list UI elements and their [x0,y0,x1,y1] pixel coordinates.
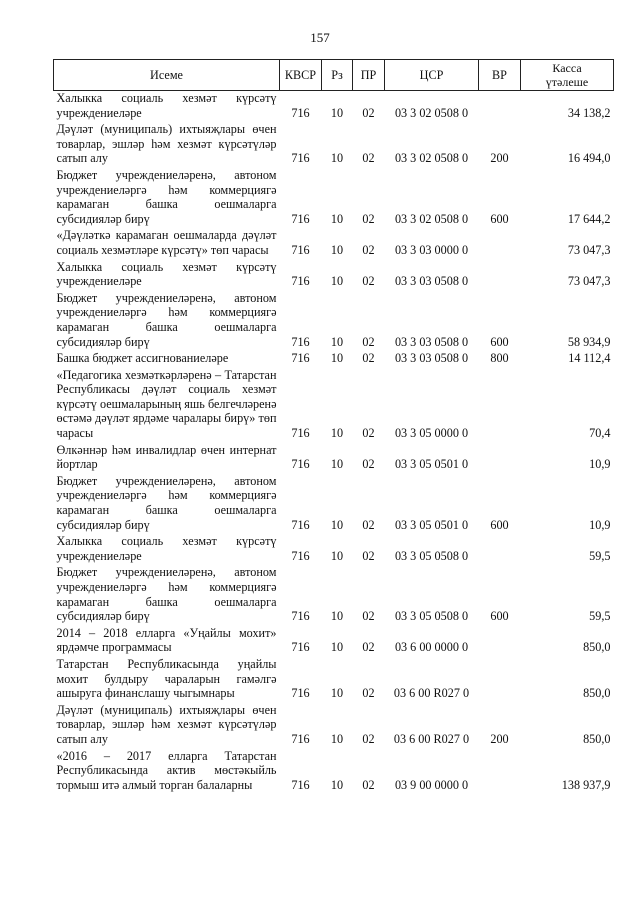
row-name: Башка бюджет ассигнованиеләре [56,351,229,366]
row-csr: 03 9 00 0000 0 [394,777,469,792]
row-csr: 03 6 00 0000 0 [394,640,469,655]
table-row [54,749,614,795]
row-vr [479,657,521,703]
row-name: «2016 – 2017 елларга Татарстан Республикасында актив мөстәкыйль тормыш итә алмый торган балаларны [56,748,277,792]
header-kvsr: КВСР [280,60,322,91]
row-name: Дәүләт (муниципаль) ихтыяҗлары өчен товарлар, эшләр һәм хезмәт күрсәтүләр сатып алу [56,702,277,746]
row-csr: 03 3 03 0508 0 [394,274,469,289]
table-header [54,60,614,91]
row-pr: 02 [362,609,375,624]
row-sum: 34 138,2 [567,105,611,120]
row-rz: 10 [330,457,344,472]
table-row [54,122,614,168]
row-rz: 10 [330,686,344,701]
row-sum: 850,0 [583,640,611,655]
row-kvsr: 716 [291,334,310,349]
row-rz: 10 [330,351,344,366]
row-sum: 59,5 [589,548,611,563]
table-row [54,443,614,474]
row-csr: 03 3 02 0508 0 [394,211,469,226]
row-sum: 14 112,4 [568,351,611,366]
row-csr: 03 3 05 0000 0 [394,426,469,441]
row-vr [479,749,521,795]
row-sum: 70,4 [589,426,611,441]
row-sum: 850,0 [583,686,611,701]
row-csr: 03 3 05 0508 0 [394,609,469,624]
row-csr: 03 3 05 0501 0 [394,517,469,532]
row-rz: 10 [330,548,344,563]
row-sum: 58 934,9 [567,334,611,349]
row-vr: 200 [490,731,509,746]
table-row [54,657,614,703]
row-kvsr: 716 [291,457,310,472]
row-rz: 10 [330,731,344,746]
table-body [54,91,614,795]
row-name: Татарстан Республикасында уңайлы мохит булдыру чараларын гамәлгә ашыруга финанслашу чыгымнары [56,656,277,701]
table-row [54,368,614,443]
row-csr: 03 6 00 R027 0 [393,731,470,746]
table-row [54,91,614,123]
row-rz: 10 [330,211,344,226]
row-csr: 03 3 02 0508 0 [394,151,469,166]
row-vr [479,91,521,123]
row-rz: 10 [330,105,344,120]
header-kassa-line1: Касса [552,61,582,75]
row-name: 2014 – 2018 елларга «Уңайлы мохит» ярдәмче программасы [56,625,277,655]
row-rz: 10 [330,517,344,532]
row-kvsr: 716 [291,609,310,624]
table-row [54,703,614,749]
row-rz: 10 [330,334,344,349]
row-kvsr: 716 [291,274,310,289]
row-name: «Педагогика хезмәткәрләренә – Татарстан Республикасы дәүләт социаль хезмәт күрсәтү оешмаларының яшь белгечләренә өстәмә дәүләт ярдәме чаралары бирү» төп чарасы [56,367,277,441]
row-kvsr: 716 [291,640,310,655]
row-kvsr: 716 [291,351,310,366]
row-rz: 10 [330,777,344,792]
row-csr: 03 3 05 0508 0 [394,548,469,563]
row-name: Халыкка социаль хезмәт күрсәтү учреждениеләре [56,91,277,120]
row-vr [479,260,521,291]
row-csr: 03 6 00 R027 0 [393,686,470,701]
row-kvsr: 716 [291,777,310,792]
row-rz: 10 [330,242,344,257]
header-vr: ВР [479,60,521,91]
row-vr [479,626,521,657]
row-pr: 02 [362,517,375,532]
row-vr: 600 [490,334,509,349]
row-vr [479,443,521,474]
row-vr [479,534,521,565]
row-sum: 138 937,9 [561,777,611,792]
header-kassa [521,60,614,91]
table-row [54,565,614,625]
table-row [54,228,614,259]
budget-table [53,59,614,794]
row-sum: 16 494,0 [567,151,611,166]
row-pr: 02 [362,640,375,655]
row-rz: 10 [330,640,344,655]
row-kvsr: 716 [291,426,310,441]
table-row [54,474,614,534]
row-pr: 02 [362,242,375,257]
row-pr: 02 [362,426,375,441]
row-kvsr: 716 [291,211,310,226]
row-kvsr: 716 [291,517,310,532]
row-rz: 10 [330,274,344,289]
page-number: 157 [310,30,330,45]
row-rz: 10 [330,151,344,166]
row-name: Халыкка социаль хезмәт күрсәтү учреждениеләре [56,259,277,289]
row-vr: 600 [490,609,509,624]
row-pr: 02 [362,351,375,366]
row-sum: 59,5 [589,609,611,624]
row-pr: 02 [362,548,375,563]
table-row [54,260,614,291]
row-pr: 02 [362,151,375,166]
row-pr: 02 [362,457,375,472]
row-vr [479,228,521,259]
row-sum: 73 047,3 [567,242,611,257]
row-sum: 10,9 [589,517,611,532]
row-kvsr: 716 [291,731,310,746]
row-csr: 03 3 03 0508 0 [394,334,469,349]
header-pr: ПР [353,60,385,91]
header-csr: ЦСР [385,60,479,91]
row-sum: 73 047,3 [567,274,611,289]
row-pr: 02 [362,334,375,349]
row-name: Бюджет учреждениеләренә, автоном учреждениеләргә һәм коммерциягә карамаган башка оешмаларга субсидияләр бирү [56,290,277,349]
header-name: Исеме [54,60,280,91]
row-name: Бюджет учреждениеләренә, автоном учреждениеләргә һәм коммерциягә карамаган башка оешмаларга субсидияләр бирү [56,473,277,532]
row-csr: 03 3 02 0508 0 [394,105,469,120]
row-kvsr: 716 [291,105,310,120]
row-csr: 03 3 05 0501 0 [394,457,469,472]
row-pr: 02 [362,105,375,120]
row-vr: 800 [490,351,509,366]
header-kassa-line2: үтәлеше [545,75,589,89]
row-name: «Дәүләткә карамаган оешмаларда дәүләт социаль хезмәтләре күрсәтү» төп чарасы [56,228,277,257]
row-csr: 03 3 03 0000 0 [394,242,469,257]
header-rz: Рз [322,60,353,91]
row-vr: 200 [490,151,509,166]
table-row [54,351,614,368]
row-name: Бюджет учреждениеләренә, автоном учреждениеләргә һәм коммерциягә карамаган башка оешмаларга субсидияләр бирү [56,167,277,226]
row-kvsr: 716 [291,686,310,701]
row-kvsr: 716 [291,151,310,166]
row-pr: 02 [362,777,375,792]
row-vr [479,368,521,443]
row-name: Халыкка социаль хезмәт күрсәтү учреждениеләре [56,534,277,563]
row-sum: 850,0 [583,731,611,746]
row-name: Өлкәннәр һәм инвалидлар өчен интернат йортлар [56,442,277,472]
row-vr: 600 [490,211,509,226]
row-rz: 10 [330,426,344,441]
row-name: Бюджет учреждениеләренә, автоном учреждениеләргә һәм коммерциягә карамаган башка оешмаларга субсидияләр бирү [56,565,277,624]
row-pr: 02 [362,731,375,746]
row-sum: 17 644,2 [567,211,611,226]
row-rz: 10 [330,609,344,624]
row-pr: 02 [362,211,375,226]
row-kvsr: 716 [291,548,310,563]
table-row [54,626,614,657]
row-name: Дәүләт (муниципаль) ихтыяҗлары өчен товарлар, эшләр һәм хезмәт күрсәтүләр сатып алу [56,122,277,166]
row-pr: 02 [362,274,375,289]
table-row [54,534,614,565]
row-kvsr: 716 [291,242,310,257]
table-row [54,168,614,228]
row-vr: 600 [490,517,509,532]
table-row [54,291,614,351]
row-pr: 02 [362,686,375,701]
row-csr: 03 3 03 0508 0 [394,351,469,366]
row-sum: 10,9 [589,457,611,472]
